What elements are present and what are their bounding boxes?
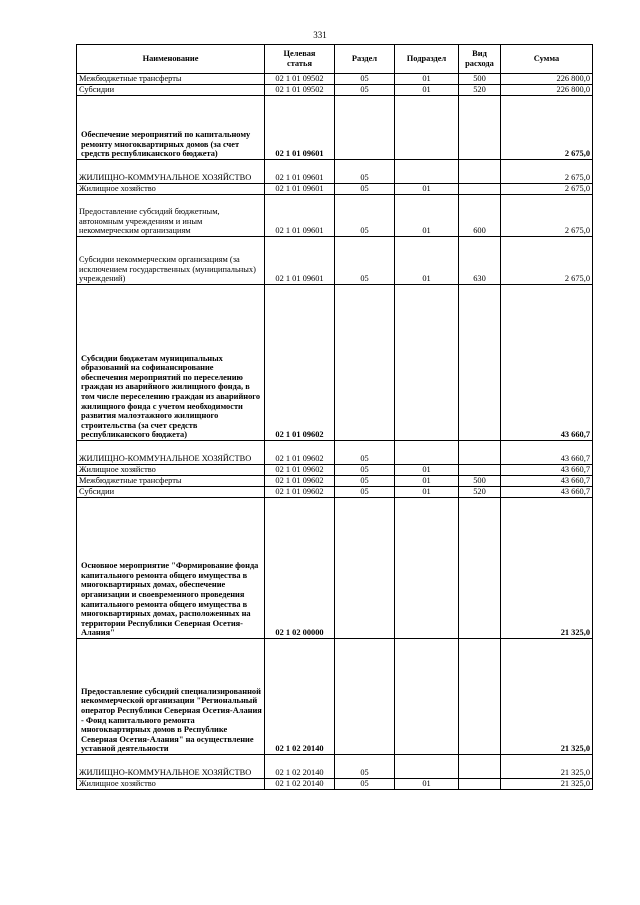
- table-header-row: [77, 45, 593, 74]
- cell-article: 02 1 01 09601: [265, 184, 335, 195]
- cell-section: 05: [335, 476, 395, 487]
- cell-name: ЖИЛИЩНО-КОММУНАЛЬНОЕ ХОЗЯЙСТВО: [77, 755, 265, 779]
- cell-section: [335, 96, 395, 160]
- cell-expense-type: 500: [459, 476, 501, 487]
- cell-subsection: 01: [395, 237, 459, 285]
- cell-name: Жилищное хозяйство: [77, 465, 265, 476]
- cell-sum: 2 675,0: [501, 184, 593, 195]
- cell-sum: 43 660,7: [501, 476, 593, 487]
- cell-article: 02 1 01 09601: [265, 160, 335, 184]
- cell-sum: 21 325,0: [501, 755, 593, 779]
- cell-expense-type: [459, 779, 501, 790]
- cell-name: Межбюджетные трансферты: [77, 74, 265, 85]
- cell-name: Субсидии: [77, 85, 265, 96]
- cell-expense-type: 520: [459, 85, 501, 96]
- cell-expense-type: [459, 639, 501, 755]
- cell-subsection: [395, 498, 459, 639]
- table-row: [77, 85, 593, 96]
- column-header-expense-type: Вид расхода: [459, 45, 501, 74]
- cell-article: 02 1 01 09602: [265, 487, 335, 498]
- cell-section: 05: [335, 160, 395, 184]
- cell-name: Обеспечение мероприятий по капитальному ремонту многоквартирных домов (за счет средств республиканского бюджета): [77, 96, 265, 160]
- cell-expense-type: [459, 441, 501, 465]
- cell-name: Субсидии: [77, 487, 265, 498]
- cell-subsection: 01: [395, 487, 459, 498]
- cell-subsection: [395, 285, 459, 441]
- cell-expense-type: 520: [459, 487, 501, 498]
- column-header-article: Целевая статья: [265, 45, 335, 74]
- table-row: [77, 498, 593, 639]
- cell-subsection: [395, 755, 459, 779]
- cell-sum: 43 660,7: [501, 465, 593, 476]
- column-header-subsection: Подраздел: [395, 45, 459, 74]
- table-row: [77, 441, 593, 465]
- cell-section: [335, 498, 395, 639]
- table-row: [77, 285, 593, 441]
- table-row: [77, 237, 593, 285]
- cell-expense-type: [459, 184, 501, 195]
- cell-expense-type: [459, 96, 501, 160]
- cell-name: ЖИЛИЩНО-КОММУНАЛЬНОЕ ХОЗЯЙСТВО: [77, 160, 265, 184]
- cell-subsection: 01: [395, 465, 459, 476]
- cell-article: 02 1 02 20140: [265, 639, 335, 755]
- cell-expense-type: 600: [459, 195, 501, 237]
- cell-section: 05: [335, 487, 395, 498]
- cell-name: Предоставление субсидий специализированной некоммерческой организации "Региональный оператор Республики Северная Осетия-Алания - Фонд капитального ремонта многоквартирных домов в Республике Северная Осетия-Алания" на осуществление уставной деятельности: [77, 639, 265, 755]
- cell-article: 02 1 01 09502: [265, 74, 335, 85]
- table-row: [77, 195, 593, 237]
- cell-section: [335, 285, 395, 441]
- cell-section: 05: [335, 441, 395, 465]
- table-row: [77, 476, 593, 487]
- cell-section: 05: [335, 74, 395, 85]
- cell-section: 05: [335, 779, 395, 790]
- cell-expense-type: [459, 465, 501, 476]
- cell-sum: 226 800,0: [501, 74, 593, 85]
- cell-subsection: 01: [395, 476, 459, 487]
- cell-subsection: 01: [395, 195, 459, 237]
- cell-subsection: 01: [395, 779, 459, 790]
- cell-section: 05: [335, 237, 395, 285]
- table-row: [77, 639, 593, 755]
- cell-article: 02 1 01 09602: [265, 465, 335, 476]
- table-row: [77, 184, 593, 195]
- column-header-name: Наименование: [77, 45, 265, 74]
- table-row: [77, 755, 593, 779]
- cell-sum: 226 800,0: [501, 85, 593, 96]
- cell-subsection: [395, 96, 459, 160]
- cell-name: Субсидии бюджетам муниципальных образований на софинансирование обеспечения мероприятий по переселению граждан из аварийного жилищного фонда, в том числе переселению граждан из аварийного жилищного фонда с учетом необходимости развития малоэтажного жилищного строительства (за счет средств республиканского бюджета): [77, 285, 265, 441]
- page-number: 331: [313, 30, 327, 40]
- cell-expense-type: [459, 285, 501, 441]
- table-row: [77, 74, 593, 85]
- cell-expense-type: 500: [459, 74, 501, 85]
- budget-table: [76, 44, 593, 790]
- cell-sum: 2 675,0: [501, 96, 593, 160]
- cell-section: 05: [335, 465, 395, 476]
- cell-subsection: [395, 160, 459, 184]
- cell-sum: 21 325,0: [501, 639, 593, 755]
- cell-expense-type: [459, 755, 501, 779]
- cell-sum: 43 660,7: [501, 487, 593, 498]
- cell-section: 05: [335, 184, 395, 195]
- cell-name: Межбюджетные трансферты: [77, 476, 265, 487]
- cell-expense-type: 630: [459, 237, 501, 285]
- cell-subsection: [395, 441, 459, 465]
- cell-sum: 2 675,0: [501, 160, 593, 184]
- cell-section: 05: [335, 755, 395, 779]
- cell-subsection: [395, 639, 459, 755]
- cell-article: 02 1 01 09601: [265, 195, 335, 237]
- cell-sum: 43 660,7: [501, 285, 593, 441]
- table-row: [77, 160, 593, 184]
- cell-section: [335, 639, 395, 755]
- cell-sum: 2 675,0: [501, 195, 593, 237]
- table-row: [77, 96, 593, 160]
- cell-article: 02 1 01 09502: [265, 85, 335, 96]
- cell-sum: 2 675,0: [501, 237, 593, 285]
- table-row: [77, 487, 593, 498]
- cell-article: 02 1 02 20140: [265, 755, 335, 779]
- cell-article: 02 1 01 09602: [265, 441, 335, 465]
- cell-expense-type: [459, 498, 501, 639]
- cell-article: 02 1 01 09602: [265, 285, 335, 441]
- cell-name: Жилищное хозяйство: [77, 184, 265, 195]
- cell-sum: 43 660,7: [501, 441, 593, 465]
- cell-article: 02 1 01 09601: [265, 96, 335, 160]
- cell-sum: 21 325,0: [501, 779, 593, 790]
- cell-article: 02 1 02 00000: [265, 498, 335, 639]
- cell-article: 02 1 01 09602: [265, 476, 335, 487]
- cell-article: 02 1 01 09601: [265, 237, 335, 285]
- cell-subsection: 01: [395, 74, 459, 85]
- column-header-section: Раздел: [335, 45, 395, 74]
- cell-section: 05: [335, 195, 395, 237]
- table-row: [77, 779, 593, 790]
- cell-name: Жилищное хозяйство: [77, 779, 265, 790]
- cell-sum: 21 325,0: [501, 498, 593, 639]
- column-header-sum: Сумма: [501, 45, 593, 74]
- cell-name: Основное мероприятие "Формирование фонда капитального ремонта общего имущества в многоквартирных домах, обеспечение организации и своевременного проведения капитального ремонта общего имущества в многоквартирных домах, расположенных на территории Республики Северная Осетия-Алания": [77, 498, 265, 639]
- cell-name: Субсидии некоммерческим организациям (за исключением государственных (муниципальных) учреждений): [77, 237, 265, 285]
- cell-article: 02 1 02 20140: [265, 779, 335, 790]
- cell-name: ЖИЛИЩНО-КОММУНАЛЬНОЕ ХОЗЯЙСТВО: [77, 441, 265, 465]
- cell-subsection: 01: [395, 184, 459, 195]
- cell-name: Предоставление субсидий бюджетным, автономным учреждениям и иным некоммерческим организациям: [77, 195, 265, 237]
- table-row: [77, 465, 593, 476]
- cell-subsection: 01: [395, 85, 459, 96]
- cell-expense-type: [459, 160, 501, 184]
- cell-section: 05: [335, 85, 395, 96]
